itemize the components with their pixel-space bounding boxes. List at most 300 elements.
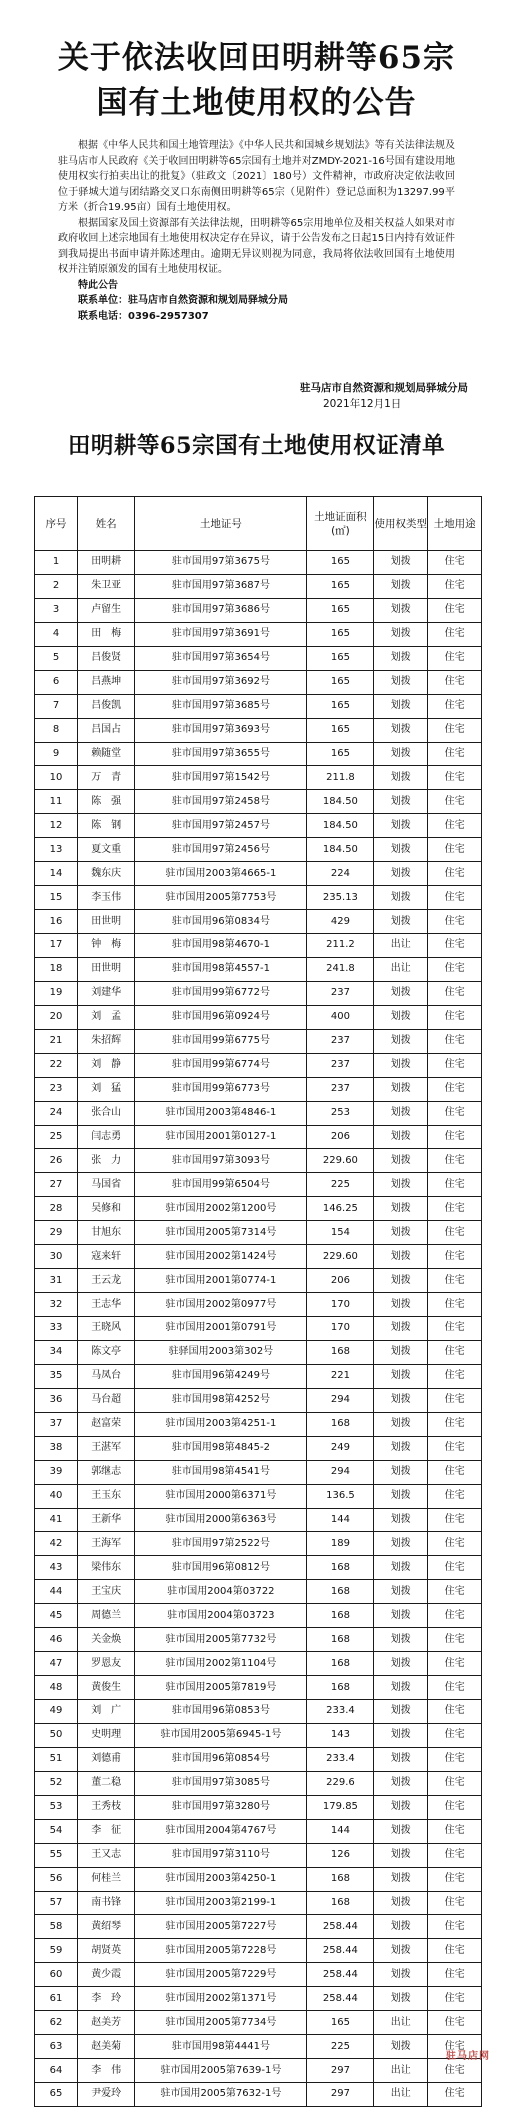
cell-right: 划拨: [374, 2035, 428, 2059]
cell-right: 划拨: [374, 1077, 428, 1101]
cell-use: 住宅: [428, 886, 482, 910]
cell-area: 221: [307, 1364, 374, 1388]
cell-area: 258.44: [307, 1915, 374, 1939]
cell-name: 胡贤英: [78, 1939, 135, 1963]
header-use: 土地用途: [428, 497, 482, 551]
cell-area: 237: [307, 1053, 374, 1077]
cell-area: 237: [307, 1077, 374, 1101]
cell-right: 划拨: [374, 1604, 428, 1628]
cell-right: 划拨: [374, 790, 428, 814]
cell-area: 225: [307, 2035, 374, 2059]
cell-area: 168: [307, 1412, 374, 1436]
cell-cert: 驻市国用96第0834号: [135, 910, 307, 934]
cell-name: 李 伟: [78, 2059, 135, 2083]
cell-no: 10: [35, 766, 78, 790]
cell-name: 梁伟东: [78, 1556, 135, 1580]
cell-no: 23: [35, 1077, 78, 1101]
cell-cert: 驻市国用2003第4846-1: [135, 1101, 307, 1125]
cell-cert: 驻市国用97第3093号: [135, 1149, 307, 1173]
table-row: [35, 1125, 482, 1149]
cell-cert: 驻市国用98第4845-2: [135, 1436, 307, 1460]
cell-no: 9: [35, 742, 78, 766]
cell-cert: 驻市国用97第2522号: [135, 1532, 307, 1556]
cell-name: 王湛军: [78, 1436, 135, 1460]
cell-area: 165: [307, 646, 374, 670]
table-row: [35, 1676, 482, 1700]
cell-cert: 驻市国用2005第7632-1号: [135, 2083, 307, 2107]
cell-cert: 驻市国用2004第03722: [135, 1580, 307, 1604]
table-row: [35, 1843, 482, 1867]
table-row: [35, 1604, 482, 1628]
table-row: [35, 2011, 482, 2035]
cell-no: 3: [35, 598, 78, 622]
cell-name: 黄俊生: [78, 1676, 135, 1700]
table-row: [35, 718, 482, 742]
table-row: [35, 1508, 482, 1532]
cell-area: 400: [307, 1005, 374, 1029]
contact-unit-label: 联系单位：: [78, 295, 128, 306]
cell-cert: 驻市国用2003第4250-1: [135, 1867, 307, 1891]
cell-name: 陈 钢: [78, 814, 135, 838]
table-row: [35, 981, 482, 1005]
cell-no: 56: [35, 1867, 78, 1891]
cell-name: 刘 孟: [78, 1005, 135, 1029]
cell-area: 143: [307, 1723, 374, 1747]
cell-area: 229.6: [307, 1771, 374, 1795]
table-row: [35, 957, 482, 981]
cell-use: 住宅: [428, 981, 482, 1005]
cell-name: 朱招辉: [78, 1029, 135, 1053]
cell-cert: 驻市国用2000第6371号: [135, 1484, 307, 1508]
header-name: 姓名: [78, 497, 135, 551]
cell-right: 划拨: [374, 622, 428, 646]
cell-cert: 驻市国用98第4252号: [135, 1388, 307, 1412]
table-row: [35, 1412, 482, 1436]
table-row: [35, 1652, 482, 1676]
cell-use: 住宅: [428, 790, 482, 814]
cell-right: 划拨: [374, 1700, 428, 1724]
table-row: [35, 1939, 482, 1963]
cell-use: 住宅: [428, 1700, 482, 1724]
cell-area: 297: [307, 2059, 374, 2083]
cell-use: 住宅: [428, 574, 482, 598]
cell-right: 划拨: [374, 814, 428, 838]
cell-name: 刘 广: [78, 1700, 135, 1724]
cell-no: 46: [35, 1628, 78, 1652]
cell-cert: 驻市国用97第2457号: [135, 814, 307, 838]
table-row: [35, 790, 482, 814]
contact-phone: 0396-2957307: [128, 310, 209, 322]
cell-no: 19: [35, 981, 78, 1005]
cell-use: 住宅: [428, 1340, 482, 1364]
cell-name: 王玉东: [78, 1484, 135, 1508]
cell-cert: 驻市国用99第6773号: [135, 1077, 307, 1101]
cell-use: 住宅: [428, 598, 482, 622]
table-row: [35, 1987, 482, 2011]
cell-right: 划拨: [374, 862, 428, 886]
cell-use: 住宅: [428, 1197, 482, 1221]
title-line-1: 关于依法收回田明耕等65宗: [57, 40, 456, 76]
cell-no: 31: [35, 1269, 78, 1293]
table-row: [35, 838, 482, 862]
cell-name: 田 梅: [78, 622, 135, 646]
cell-cert: 驻市国用2002第1200号: [135, 1197, 307, 1221]
table-row: [35, 1364, 482, 1388]
cell-cert: 驻市国用2001第0127-1: [135, 1125, 307, 1149]
cell-no: 63: [35, 2035, 78, 2059]
cell-use: 住宅: [428, 1460, 482, 1484]
cell-no: 15: [35, 886, 78, 910]
cell-cert: 驻市国用97第2456号: [135, 838, 307, 862]
cell-cert: 驻市国用2005第7314号: [135, 1221, 307, 1245]
cell-area: 126: [307, 1843, 374, 1867]
cell-name: 刘德甫: [78, 1747, 135, 1771]
cell-cert: 驻市国用98第4441号: [135, 2035, 307, 2059]
cell-right: 划拨: [374, 1939, 428, 1963]
cell-cert: 驻市国用96第0924号: [135, 1005, 307, 1029]
cell-use: 住宅: [428, 766, 482, 790]
cell-no: 43: [35, 1556, 78, 1580]
cell-name: 王晓风: [78, 1317, 135, 1341]
table-row: [35, 1293, 482, 1317]
cell-area: 165: [307, 670, 374, 694]
cell-no: 26: [35, 1149, 78, 1173]
table-row: [35, 1197, 482, 1221]
cell-use: 住宅: [428, 838, 482, 862]
cell-no: 16: [35, 910, 78, 934]
cell-no: 64: [35, 2059, 78, 2083]
cell-no: 21: [35, 1029, 78, 1053]
cell-name: 万 青: [78, 766, 135, 790]
cell-use: 住宅: [428, 1029, 482, 1053]
cell-cert: 驻市国用97第3280号: [135, 1795, 307, 1819]
notice-paragraph-1: 根据《中华人民共和国土地管理法》《中华人民共和国城乡规划法》等有关法律法规及驻马店市人民政府《关于收回田明耕等65宗国有土地并对ZMDY-2021-16号国有建设用地使用权实行拍卖出让的批复》（驻政文〔2021〕180号）文件精神，市政府决定依法收回位于驿城大道与团结路交叉口东南侧田明耕等65宗（见附件）登记总面积为13297.99平方米（折合19.95亩）国有土地使用权。: [58, 140, 455, 213]
cell-name: 吕俊贤: [78, 646, 135, 670]
cell-name: 王秀枝: [78, 1795, 135, 1819]
cell-no: 60: [35, 1963, 78, 1987]
cell-use: 住宅: [428, 957, 482, 981]
cell-area: 211.8: [307, 766, 374, 790]
cell-area: 165: [307, 2011, 374, 2035]
cell-right: 划拨: [374, 1795, 428, 1819]
cell-right: 出让: [374, 957, 428, 981]
cell-area: 168: [307, 1867, 374, 1891]
cell-cert: 驻市国用2004第03723: [135, 1604, 307, 1628]
cell-name: 郭继志: [78, 1460, 135, 1484]
cell-no: 65: [35, 2083, 78, 2107]
cell-no: 34: [35, 1340, 78, 1364]
table-row: [35, 1317, 482, 1341]
cell-no: 49: [35, 1700, 78, 1724]
cell-right: 划拨: [374, 1747, 428, 1771]
cell-cert: 驻市国用99第6772号: [135, 981, 307, 1005]
cell-area: 206: [307, 1125, 374, 1149]
table-row: [35, 2059, 482, 2083]
table-row: [35, 574, 482, 598]
cell-no: 8: [35, 718, 78, 742]
cell-cert: 驻市国用97第3655号: [135, 742, 307, 766]
table-row: [35, 1795, 482, 1819]
cell-area: 165: [307, 574, 374, 598]
cell-right: 划拨: [374, 694, 428, 718]
cell-use: 住宅: [428, 1005, 482, 1029]
cell-use: 住宅: [428, 1843, 482, 1867]
cell-no: 22: [35, 1053, 78, 1077]
cell-use: 住宅: [428, 718, 482, 742]
table-row: [35, 1221, 482, 1245]
table-row: [35, 1700, 482, 1724]
cell-name: 陈 强: [78, 790, 135, 814]
cell-name: 赵富荣: [78, 1412, 135, 1436]
cell-right: 划拨: [374, 1867, 428, 1891]
cell-name: 史明理: [78, 1723, 135, 1747]
cell-no: 62: [35, 2011, 78, 2035]
cell-cert: 驻市国用97第1542号: [135, 766, 307, 790]
table-row: [35, 1269, 482, 1293]
cell-area: 184.50: [307, 838, 374, 862]
cell-no: 47: [35, 1652, 78, 1676]
cell-name: 王新华: [78, 1508, 135, 1532]
cell-right: 划拨: [374, 1149, 428, 1173]
cell-right: 划拨: [374, 1197, 428, 1221]
cell-cert: 驻市国用97第3693号: [135, 718, 307, 742]
cell-right: 划拨: [374, 1915, 428, 1939]
cell-right: 划拨: [374, 981, 428, 1005]
cell-area: 168: [307, 1580, 374, 1604]
cell-cert: 驻市国用2003第2199-1: [135, 1891, 307, 1915]
cell-use: 住宅: [428, 1364, 482, 1388]
cell-no: 1: [35, 551, 78, 575]
header-cert: 土地证号: [135, 497, 307, 551]
cell-name: 吕俊凯: [78, 694, 135, 718]
cell-area: 144: [307, 1819, 374, 1843]
cell-name: 关金焕: [78, 1628, 135, 1652]
cell-no: 39: [35, 1460, 78, 1484]
cell-cert: 驻市国用2004第4767号: [135, 1819, 307, 1843]
cell-right: 划拨: [374, 1508, 428, 1532]
cell-cert: 驻市国用2002第0977号: [135, 1293, 307, 1317]
cell-cert: 驻市国用2005第7732号: [135, 1628, 307, 1652]
cell-use: 住宅: [428, 1556, 482, 1580]
cell-area: 165: [307, 551, 374, 575]
cell-use: 住宅: [428, 551, 482, 575]
cell-name: 王云龙: [78, 1269, 135, 1293]
cell-area: 294: [307, 1460, 374, 1484]
cell-area: 154: [307, 1221, 374, 1245]
cell-no: 32: [35, 1293, 78, 1317]
cell-cert: 驻市国用99第6504号: [135, 1173, 307, 1197]
cell-area: 146.25: [307, 1197, 374, 1221]
cell-right: 划拨: [374, 1676, 428, 1700]
cell-use: 住宅: [428, 1652, 482, 1676]
cell-right: 划拨: [374, 1005, 428, 1029]
cell-area: 253: [307, 1101, 374, 1125]
table-row: [35, 1628, 482, 1652]
cell-no: 36: [35, 1388, 78, 1412]
cell-name: 罗恩友: [78, 1652, 135, 1676]
table-row: [35, 1388, 482, 1412]
table-row: [35, 1149, 482, 1173]
contact-unit-line: [58, 293, 455, 309]
cell-use: 住宅: [428, 670, 482, 694]
cell-area: 170: [307, 1293, 374, 1317]
cell-area: 168: [307, 1556, 374, 1580]
cell-right: 划拨: [374, 1843, 428, 1867]
cell-area: 229.60: [307, 1149, 374, 1173]
cell-name: 吴修和: [78, 1197, 135, 1221]
cell-right: 划拨: [374, 1221, 428, 1245]
cell-use: 住宅: [428, 1939, 482, 1963]
cell-use: 住宅: [428, 934, 482, 958]
cell-cert: 驻市国用97第3675号: [135, 551, 307, 575]
table-body: [35, 551, 482, 2107]
signature-org: 驻马店市自然资源和规划局驿城分局: [300, 382, 468, 394]
cell-right: 出让: [374, 934, 428, 958]
cell-area: 233.4: [307, 1747, 374, 1771]
cell-area: 258.44: [307, 1939, 374, 1963]
cell-cert: 驻市国用2003第4251-1: [135, 1412, 307, 1436]
table-row: [35, 1963, 482, 1987]
cell-no: 29: [35, 1221, 78, 1245]
cell-right: 划拨: [374, 1293, 428, 1317]
cell-right: 划拨: [374, 1771, 428, 1795]
table-row: [35, 886, 482, 910]
cell-no: 51: [35, 1747, 78, 1771]
cell-no: 24: [35, 1101, 78, 1125]
cell-cert: 驻市国用2005第6945-1号: [135, 1723, 307, 1747]
cell-use: 住宅: [428, 1532, 482, 1556]
cell-name: 王志华: [78, 1293, 135, 1317]
cell-area: 241.8: [307, 957, 374, 981]
table-row: [35, 551, 482, 575]
notice-label: 特此公告: [78, 279, 118, 291]
cell-right: 划拨: [374, 646, 428, 670]
cell-name: 夏文重: [78, 838, 135, 862]
cell-use: 住宅: [428, 862, 482, 886]
table-row: [35, 1723, 482, 1747]
watermark-logo: 驻马店网: [446, 2051, 490, 2062]
cell-cert: 驻市国用2002第1371号: [135, 1987, 307, 2011]
table-row: [35, 1556, 482, 1580]
cell-name: 钟 梅: [78, 934, 135, 958]
cell-no: 18: [35, 957, 78, 981]
cell-cert: 驻市国用99第6774号: [135, 1053, 307, 1077]
cell-right: 划拨: [374, 1484, 428, 1508]
cell-use: 住宅: [428, 1819, 482, 1843]
cell-area: 168: [307, 1628, 374, 1652]
cell-name: 陈文亭: [78, 1340, 135, 1364]
cell-cert: 驻市国用97第3687号: [135, 574, 307, 598]
cell-right: 划拨: [374, 718, 428, 742]
cell-use: 住宅: [428, 1771, 482, 1795]
cell-area: 249: [307, 1436, 374, 1460]
cell-use: 住宅: [428, 1747, 482, 1771]
cell-cert: 驻市国用99第6775号: [135, 1029, 307, 1053]
cell-name: 田明耕: [78, 551, 135, 575]
cell-area: 429: [307, 910, 374, 934]
cell-name: 董二稳: [78, 1771, 135, 1795]
cell-use: 住宅: [428, 1388, 482, 1412]
cell-area: 237: [307, 981, 374, 1005]
cell-right: 出让: [374, 2011, 428, 2035]
cell-cert: 驻市国用2005第7228号: [135, 1939, 307, 1963]
cell-right: 出让: [374, 2059, 428, 2083]
cell-area: 165: [307, 718, 374, 742]
cell-right: 划拨: [374, 1532, 428, 1556]
cell-use: 住宅: [428, 1173, 482, 1197]
table-row: [35, 1029, 482, 1053]
table-row: [35, 1819, 482, 1843]
cell-name: 刘 猛: [78, 1077, 135, 1101]
cell-right: 划拨: [374, 1723, 428, 1747]
cell-no: 12: [35, 814, 78, 838]
cell-use: 住宅: [428, 1484, 482, 1508]
cell-right: 划拨: [374, 551, 428, 575]
table-row: [35, 1101, 482, 1125]
cell-use: 住宅: [428, 1293, 482, 1317]
cell-right: 划拨: [374, 1436, 428, 1460]
cell-use: 住宅: [428, 1628, 482, 1652]
cell-right: 划拨: [374, 1125, 428, 1149]
cell-cert: 驻市国用97第3692号: [135, 670, 307, 694]
cell-right: 划拨: [374, 1891, 428, 1915]
cell-area: 168: [307, 1891, 374, 1915]
cell-no: 5: [35, 646, 78, 670]
cell-area: 168: [307, 1340, 374, 1364]
table-row: [35, 1891, 482, 1915]
cell-area: 224: [307, 862, 374, 886]
cell-name: 李 征: [78, 1819, 135, 1843]
cell-name: 田世明: [78, 910, 135, 934]
cell-use: 住宅: [428, 1317, 482, 1341]
cell-use: 住宅: [428, 2011, 482, 2035]
cell-name: 王宝庆: [78, 1580, 135, 1604]
cell-name: 张 力: [78, 1149, 135, 1173]
cell-use: 住宅: [428, 1580, 482, 1604]
cell-use: 住宅: [428, 2035, 482, 2059]
table-row: [35, 1053, 482, 1077]
cell-no: 45: [35, 1604, 78, 1628]
cell-no: 61: [35, 1987, 78, 2011]
cell-cert: 驻市国用98第4541号: [135, 1460, 307, 1484]
cell-area: 258.44: [307, 1963, 374, 1987]
cell-name: 李 玲: [78, 1987, 135, 2011]
table-row: [35, 814, 482, 838]
cell-use: 住宅: [428, 1221, 482, 1245]
cell-no: 42: [35, 1532, 78, 1556]
table-row: [35, 934, 482, 958]
cell-cert: 驻市国用2005第7734号: [135, 2011, 307, 2035]
cell-cert: 驻市国用97第3654号: [135, 646, 307, 670]
cell-no: 44: [35, 1580, 78, 1604]
cell-name: 黄少霞: [78, 1963, 135, 1987]
cell-right: 划拨: [374, 574, 428, 598]
table-row: [35, 598, 482, 622]
cell-use: 住宅: [428, 1245, 482, 1269]
cell-cert: 驻市国用2002第1104号: [135, 1652, 307, 1676]
cell-right: 划拨: [374, 1963, 428, 1987]
cell-no: 59: [35, 1939, 78, 1963]
cell-cert: 驻市国用96第0854号: [135, 1747, 307, 1771]
cell-name: 赵美菊: [78, 2035, 135, 2059]
cell-no: 6: [35, 670, 78, 694]
cell-cert: 驻市国用2005第7819号: [135, 1676, 307, 1700]
table-row: [35, 1484, 482, 1508]
cell-right: 划拨: [374, 910, 428, 934]
table-row: [35, 766, 482, 790]
cell-right: 划拨: [374, 1029, 428, 1053]
cell-no: 35: [35, 1364, 78, 1388]
